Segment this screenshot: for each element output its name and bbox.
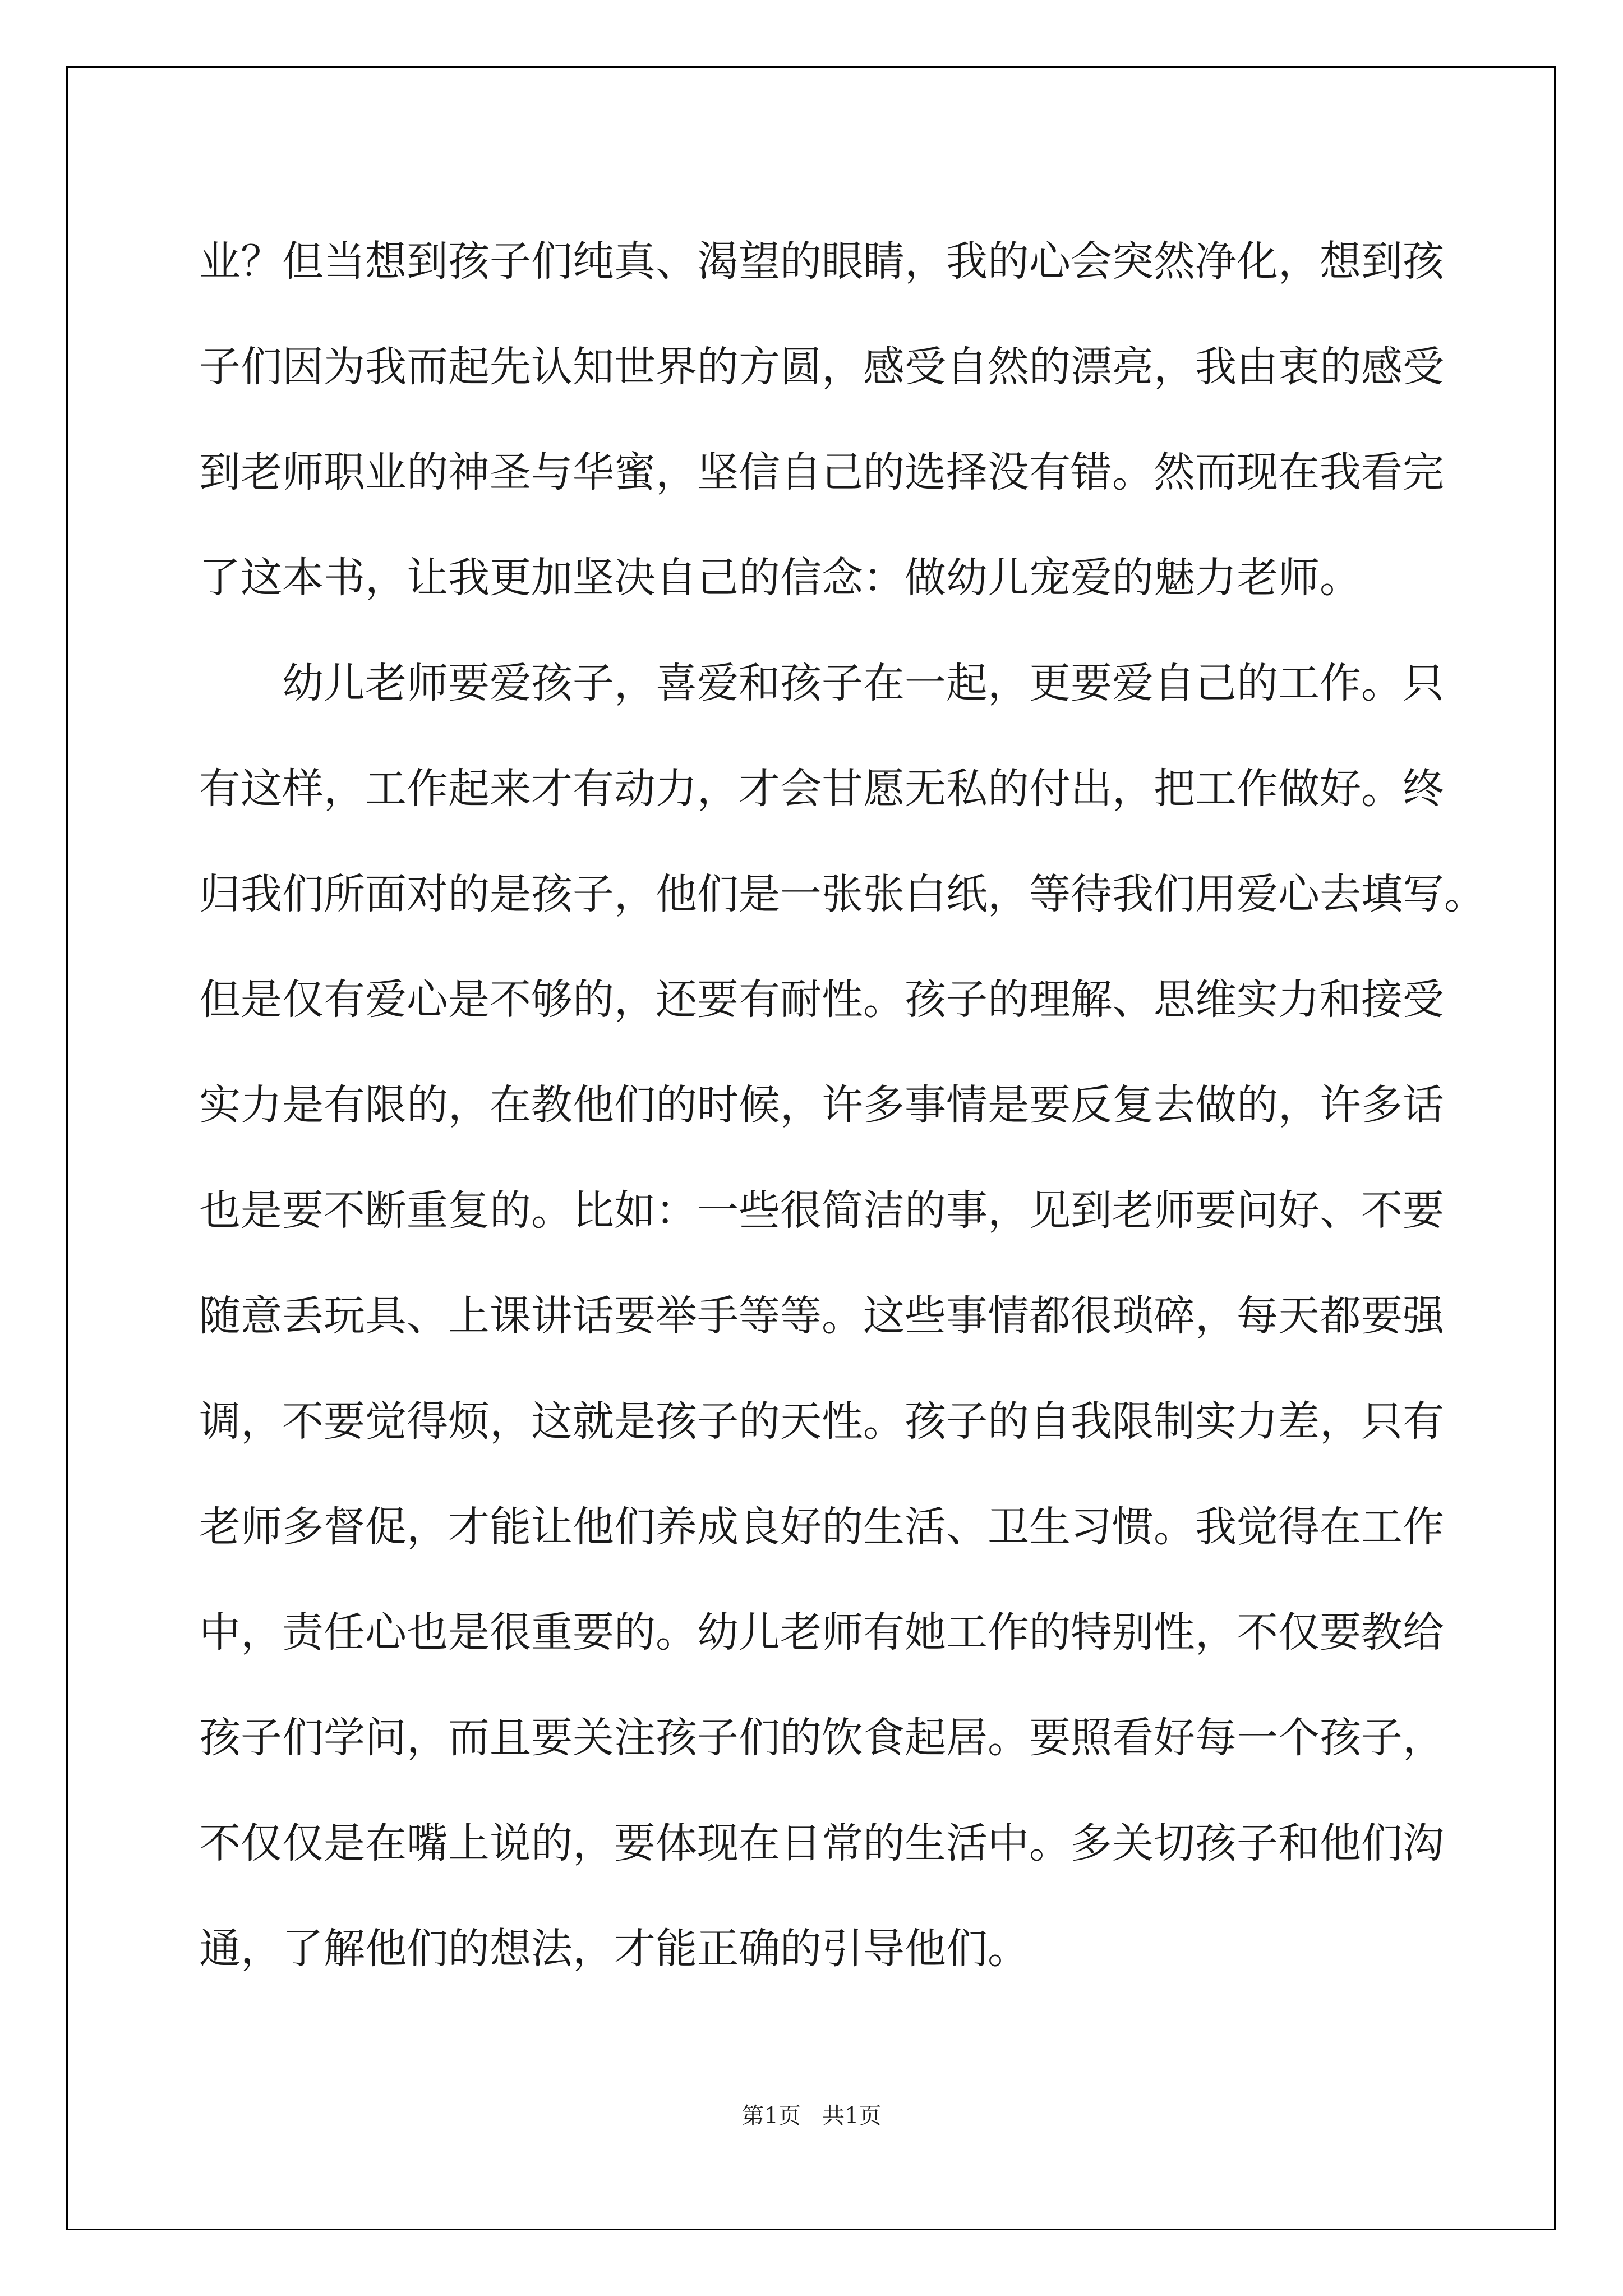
paragraph-2-line-9: 老师多督促，才能让他们养成良好的生活、卫生习惯。我觉得在工作: [199, 1503, 1444, 1551]
paragraph-1-line-1: 业？但当想到孩子们纯真、渴望的眼睛，我的心会突然净化，想到孩: [199, 237, 1444, 286]
paragraph-2-line-7: 随意丢玩具、上课讲话要举手等等。这些事情都很琐碎，每天都要强: [199, 1292, 1444, 1340]
paragraph-2-line-12: 不仅仅是在嘴上说的，要体现在日常的生活中。多关切孩子和他们沟: [199, 1819, 1444, 1867]
page-footer: 第1页 共1页: [741, 2103, 882, 2129]
paragraph-2-line-6: 也是要不断重复的。比如：一些很简洁的事，见到老师要问好、不要: [199, 1186, 1444, 1235]
paragraph-2-line-13: 通，了解他们的想法，才能正确的引导他们。: [199, 1925, 1029, 1973]
paragraph-1-line-2: 子们因为我而起先认知世界的方圆，感受自然的漂亮，我由衷的感受: [199, 343, 1444, 391]
paragraph-2-line-8: 调，不要觉得烦，这就是孩子的天性。孩子的自我限制实力差，只有: [199, 1397, 1444, 1446]
paragraph-2-line-10: 中，责任心也是很重要的。幼儿老师有她工作的特别性，不仅要教给: [199, 1608, 1444, 1657]
paragraph-2-line-3: 归我们所面对的是孩子，他们是一张张白纸，等待我们用爱心去填写。: [199, 870, 1486, 918]
document-body: [199, 209, 1486, 2001]
paragraph-1-line-4: 了这本书，让我更加坚决自己的信念：做幼儿宠爱的魅力老师。: [199, 554, 1361, 602]
paragraph-2-line-4: 但是仅有爱心是不够的，还要有耐性。孩子的理解、思维实力和接受: [199, 976, 1444, 1024]
paragraph-2-line-1: 幼儿老师要爱孩子，喜爱和孩子在一起，更要爱自己的工作。只: [282, 659, 1444, 707]
paragraph-2-line-11: 孩子们学问，而且要关注孩子们的饮食起居。要照看好每一个孩子，: [199, 1714, 1444, 1762]
paragraph-2-line-5: 实力是有限的，在教他们的时候，许多事情是要反复去做的，许多话: [199, 1081, 1444, 1129]
paragraph-1-line-3: 到老师职业的神圣与华蜜，坚信自己的选择没有错。然而现在我看完: [199, 448, 1444, 496]
paragraph-2-line-2: 有这样，工作起来才有动力，才会甘愿无私的付出，把工作做好。终: [199, 765, 1444, 813]
